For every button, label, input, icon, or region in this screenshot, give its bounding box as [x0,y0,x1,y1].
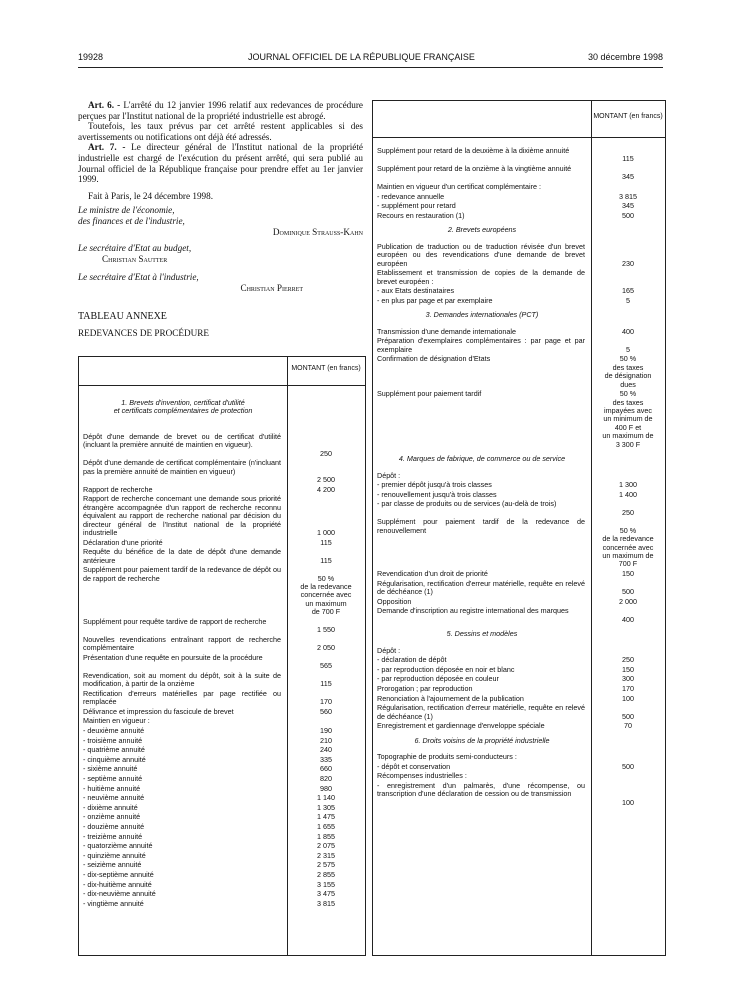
article-6: Art. 6. - L'arrêté du 12 janvier 1996 relatif aux redevances de procédure perçues par l'Institut national de la propriété industrielle est abrogé. [78,100,363,121]
fee-label: - quinzième annuité [83,850,146,860]
fee-label: Opposition [377,596,412,606]
section-title: 1. Brevets d'invention, certificat d'utilité et certificats complémentaires de protection [113,398,253,416]
fee-label: - dépôt et conservation [377,761,451,771]
fee-amount: 1 550 [317,625,335,635]
fee-amount: 1 655 [317,822,335,831]
fee-amount: 3 475 [317,889,335,899]
fee-amount: 50 % des taxes de désignation dues [604,354,652,389]
fee-label: Dépôt : [377,645,401,655]
fee-amount: 300 [622,674,634,684]
fee-amount: 170 [320,697,332,707]
fee-label: - supplément pour retard [377,201,456,211]
signatory-1-name: Dominique Strauss-Kahn [272,226,363,237]
header-rule [79,385,365,386]
fee-amount: 820 [320,774,332,783]
fee-label: Régularisation, rectification d'erreur matérielle, requête en relevé de déchéance (1) [377,703,585,721]
fee-amount: 210 [320,735,332,745]
fee-amount: 50 % de la redevance concernée avec un maximum de 700 F [300,573,352,617]
fee-label: - onzième annuité [83,812,141,822]
fee-label: - quatrième annuité [83,745,145,755]
fee-amount: 240 [320,745,332,755]
fee-amount: 3 815 [317,898,335,908]
section-title: 5. Dessins et modèles [446,629,518,639]
signatory-2-title: Le secrétaire d'Etat au budget, [78,243,192,254]
fee-label: Revendication d'un droit de priorité [377,569,488,578]
fee-label: - redevance annuelle [377,191,445,201]
annex-title: TABLEAU ANNEXE [78,310,167,322]
fee-amount: 2 575 [317,860,335,870]
section-title: 2. Brevets européens [447,225,517,235]
header-rule [78,67,663,68]
fee-label: - seizième annuité [83,860,142,870]
fee-amount: 1 855 [317,831,335,841]
signatory-1-title-b: des finances et de l'industrie, [78,215,185,226]
fee-amount: 150 [622,664,634,674]
fee-amount: 5 [626,344,630,354]
fee-amount: 3 815 [619,191,637,201]
fee-label: Rapport de recherche [83,484,153,494]
fee-label: - quatorzième annuité [83,841,153,851]
fee-label: - par reproduction déposée en couleur [377,674,499,684]
fee-amount: 5 [626,295,630,305]
fee-label: - enregistrement d'un palmarès, d'une récompense, ou transcription d'une déclaration de cession ou de transmission [377,781,585,799]
fee-label: - aux Etats destinataires [377,286,455,296]
fee-amount: 660 [320,764,332,774]
fee-label: Dépôt d'une demande de brevet ou de certificat d'utilité (incluant la première annuité de maintien en vigueur). [83,432,281,450]
page-header [78,52,663,64]
signatory-2-name: Christian Sautter [102,253,168,264]
fee-amount: 230 [622,258,634,268]
fee-amount: 70 [624,721,632,731]
fee-amount: 1 475 [317,812,335,822]
fee-label: - treizième annuité [83,831,143,841]
annex-subtitle: REDEVANCES DE PROCÉDURE [78,328,210,339]
fee-label: - huitième annuité [83,783,141,793]
fee-label: Renonciation à l'ajournement de la publication [377,693,524,703]
date-line: Fait à Paris, le 24 décembre 1998. [88,190,214,201]
fee-amount: 250 [622,655,634,665]
signatory-1-title: Le ministre de l'économie, [78,205,175,216]
fee-label: - cinquième annuité [83,754,146,764]
fee-label: Prorogation ; par reproduction [377,684,473,693]
fee-amount: 50 % des taxes impayées avec un minimum de 400 F et un maximum de 3 300 F [602,389,654,449]
fee-amount: 565 [320,661,332,671]
fee-amount: 250 [622,507,634,517]
amount-column-header: MONTANT (en francs) [593,113,663,120]
fee-label: - vingtième annuité [83,898,144,908]
fee-label: - premier dépôt jusqu'à trois classes [377,480,492,490]
fee-label: - dix-neuvième annuité [83,889,156,899]
fee-label: - douzième annuité [83,822,145,831]
fee-amount: 980 [320,783,332,793]
fee-amount: 4 200 [317,484,335,494]
fee-amount: 400 [622,614,634,624]
fee-amount: 170 [622,684,634,693]
section-title: 3. Demandes internationales (PCT) [425,310,539,320]
fee-label: Etablissement et transmission de copies de la demande de brevet européen : [377,268,585,286]
fee-label: - par classe de produits ou de services (au-delà de trois) [377,499,557,509]
fee-label: Supplément pour paiement tardif de la redevance de renouvellement [377,517,585,535]
fee-amount: 500 [622,210,634,220]
fee-amount: 2 050 [317,643,335,653]
fee-label: Supplément pour retard de la onzième à la vingtième annuité [377,164,572,173]
section-title: 4. Marques de fabrique, de commerce ou de service [398,454,566,464]
fee-label: Transmission d'une demande internationale [377,326,516,336]
fee-label: - déclaration de dépôt [377,655,447,665]
fee-amount: 2 500 [317,475,335,485]
fee-label: Nouvelles revendications entraînant rapport de recherche complémentaire [83,634,281,653]
fee-label: - neuvième annuité [83,793,145,803]
fee-label: Régularisation, rectification d'erreur matérielle, requête en relevé de déchéance (1) [377,578,585,596]
signatory-3-name: Christian Pierret [240,282,303,293]
fee-amount: 345 [622,201,634,211]
fee-amount: 115 [622,154,634,164]
amount-column-header: MONTANT (en francs) [291,365,361,372]
fee-amount: 115 [320,537,332,547]
fee-amount: 500 [622,711,634,721]
fee-amount: 100 [622,693,634,703]
fee-label: Supplément pour requête tardive de rapport de recherche [83,616,267,626]
fee-label: - septième annuité [83,774,143,783]
fee-label: Déclaration d'une priorité [83,537,163,547]
fee-label: Publication de traduction ou de traduction révisée d'un brevet européen ou des revendications d'une demande de brevet européen [377,241,585,268]
fee-label: Requête du bénéfice de la date de dépôt d'une demande antérieure [83,547,281,565]
fee-amount: 1 400 [619,489,637,499]
fee-amount: 400 [622,326,634,336]
fee-label: - troisième annuité [83,735,143,745]
journal-title: JOURNAL OFFICIEL DE LA RÉPUBLIQUE FRANÇAISE [248,52,475,62]
section-title: 6. Droits voisins de la propriété industrielle [414,735,550,745]
fee-label: Dépôt : [377,470,401,480]
fee-amount: 560 [320,706,332,716]
fee-label: Confirmation de désignation d'Etats [377,354,491,364]
fee-label: Enregistrement et gardiennage d'enveloppe spéciale [377,721,545,731]
fee-label: Préparation d'exemplaires complémentaires : par page et par exemplaire [377,336,585,354]
fee-label: Délivrance et impression du fascicule de brevet [83,706,234,716]
fee-label: Topographie de produits semi-conducteurs : [377,752,517,762]
fees-table-right [372,100,666,956]
fee-amount: 250 [320,448,332,458]
fee-amount: 115 [320,555,332,565]
fee-label: Dépôt d'une demande de certificat complémentaire (n'incluant pas la première annuité de maintien en vigueur) [83,458,281,476]
issue-date: 30 décembre 1998 [587,52,663,62]
fee-amount: 2 315 [317,850,335,860]
fee-label: - dixième annuité [83,802,138,812]
fee-label: Revendication, soit au moment du dépôt, soit à la suite de modification, à partir de la onzième [83,670,281,689]
fee-amount: 1 300 [619,480,637,490]
fee-amount: 1 000 [317,528,335,537]
fee-label: Supplément pour paiement tardif de la redevance de dépôt ou de rapport de recherche [83,565,281,583]
fee-amount: 1 305 [317,802,335,812]
page-number: 19928 [78,52,104,62]
fee-amount: 150 [622,569,634,578]
fee-label: Maintien en vigueur d'un certificat complémentaire : [377,182,541,191]
fee-label: - en plus par page et par exemplaire [377,295,493,305]
fee-label: - deuxième annuité [83,726,145,735]
fee-amount: 100 [622,797,634,807]
fee-amount: 2 075 [317,841,335,851]
fee-label: Rectification d'erreurs matérielles par page rectifiée ou remplacée [83,688,281,707]
fee-label: - dix-huitième annuité [83,879,152,889]
fee-label: Recours en restauration (1) [377,210,465,220]
fee-label: Maintien en vigueur : [83,716,150,726]
fee-amount: 500 [622,761,634,771]
fee-amount: 165 [622,286,634,296]
fee-amount: 335 [320,754,332,764]
decree-text [78,100,363,339]
fee-label: Récompenses industrielles : [377,771,467,781]
fee-label: Rapport de recherche concernant une demande sous priorité étrangère accompagnée d'un rapport de recherche reconnu équivalent au rapport de recherche national par décision du directeur général de l'Institut national de la propriété industrielle [83,494,281,538]
fee-label: - par reproduction déposée en noir et blanc [377,664,515,674]
fee-amount: 345 [622,172,634,182]
fee-amount: 50 % de la redevance concernée avec un maximum de 700 F [602,525,654,569]
article-7: Art. 7. - Le directeur général de l'Institut national de la propriété industrielle est chargé de l'exécution du présent arrêté, qui sera publié au Journal officiel de la République française pour prendre effet au 1er janvier 1999. [78,142,363,185]
fee-amount: 3 155 [317,879,335,889]
fee-label: - sixième annuité [83,764,138,774]
header-rule [373,137,665,138]
signatory-3-title: Le secrétaire d'Etat à l'industrie, [78,272,199,283]
fee-amount: 2 000 [619,596,637,606]
fee-label: - dix-septième annuité [83,870,154,879]
fee-amount: 500 [622,587,634,596]
article-6-b: Toutefois, les taux prévus par cet arrêté restent applicables si des avertissements ou notifications ont déjà été adressés. [78,121,363,142]
fees-table-left [78,356,366,956]
fee-label: Présentation d'une requête en poursuite de la procédure [83,652,263,662]
fee-amount: 1 140 [317,793,335,803]
fee-amount: 2 855 [317,870,335,879]
fee-label: Demande d'inscription au registre international des marques [377,606,569,616]
fee-label: Supplément pour retard de la deuxième à la dixième annuité [377,146,570,155]
fee-amount: 115 [320,679,332,689]
fee-amount: 190 [320,726,332,735]
fee-label: - renouvellement jusqu'à trois classes [377,489,497,499]
fee-label: Supplément pour paiement tardif [377,389,482,399]
